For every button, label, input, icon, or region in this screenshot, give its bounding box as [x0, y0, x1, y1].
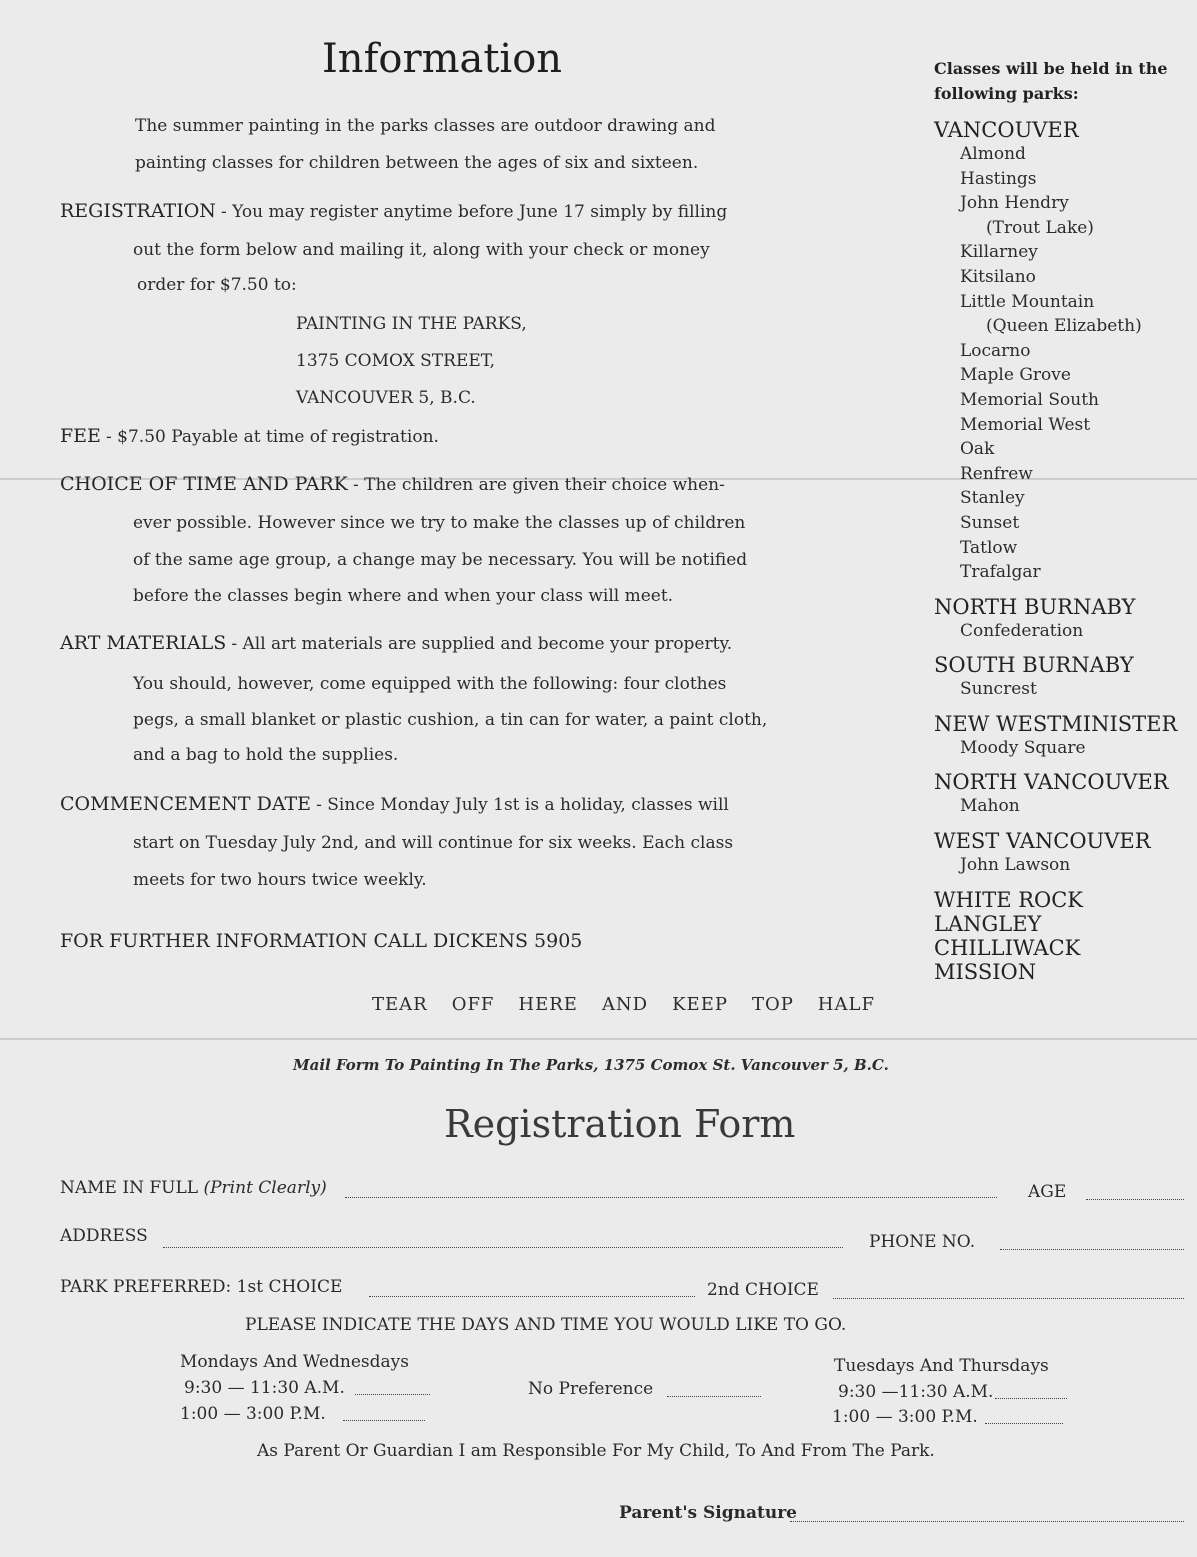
tear-word: HALF	[817, 994, 875, 1015]
commencement-paragraph	[60, 793, 729, 815]
region-new-westminister: NEW WESTMINISTER	[934, 711, 1178, 736]
mw-afternoon-field[interactable]	[343, 1420, 425, 1421]
park-item: Little Mountain	[960, 291, 1095, 312]
mail-instructions: Mail Form To Painting In The Parks, 1375 Comox St. Vancouver 5, B.C.	[293, 1056, 889, 1074]
park-item: Mahon	[960, 796, 1020, 817]
registration-heading: REGISTRATION	[60, 200, 216, 222]
name-label	[60, 1178, 327, 1198]
tt-morning-field[interactable]	[995, 1398, 1067, 1399]
parent-responsibility-note: As Parent Or Guardian I am Responsible For My Child, To And From The Park.	[257, 1441, 935, 1461]
park-item: Moody Square	[960, 737, 1086, 758]
tt-heading: Tuesdays And Thursdays	[834, 1356, 1049, 1376]
parks-sidebar	[934, 56, 1194, 984]
signature-field[interactable]	[790, 1521, 1184, 1522]
commencement-line-2: start on Tuesday July 2nd, and will continue for six weeks. Each class	[133, 833, 734, 853]
tear-word: TOP	[751, 994, 794, 1015]
choice-line-1: - The children are given their choice when-	[352, 475, 725, 495]
park-item: Almond	[960, 144, 1026, 164]
region-vancouver: VANCOUVER	[934, 118, 1079, 142]
signature-label: Parent's Signature	[619, 1503, 798, 1523]
address-line-3: VANCOUVER 5, B.C.	[296, 388, 476, 408]
intro-line-1: The summer painting in the parks classes are outdoor drawing and	[135, 116, 716, 136]
phone-field[interactable]	[1000, 1249, 1184, 1250]
park-item: John Lawson	[960, 855, 1071, 876]
registration-line-3: order for $7.50 to:	[137, 275, 297, 295]
park-item: Suncrest	[960, 679, 1037, 700]
address-line-2: 1375 COMOX STREET,	[296, 351, 496, 371]
park-item: Memorial South	[960, 389, 1099, 410]
address-label: ADDRESS	[60, 1226, 148, 1246]
region-chilliwack: CHILLIWACK	[934, 935, 1081, 960]
tear-word: OFF	[451, 994, 495, 1015]
choice-line-4: before the classes begin where and when your class will meet.	[133, 586, 674, 606]
mw-afternoon-label: 1:00 — 3:00 P.M.	[180, 1404, 326, 1424]
tear-line	[0, 1038, 1197, 1040]
phone-label: PHONE NO.	[869, 1232, 976, 1252]
days-instructions: PLEASE INDICATE THE DAYS AND TIME YOU WOULD LIKE TO GO.	[245, 1315, 847, 1335]
park-item: Confederation	[960, 620, 1084, 641]
art-line-4: and a bag to hold the supplies.	[133, 745, 399, 765]
region-langley: LANGLEY	[934, 911, 1042, 936]
tt-afternoon-field[interactable]	[985, 1423, 1063, 1424]
park-item: Stanley	[960, 488, 1025, 509]
park-first-choice-label: PARK PREFERRED: 1st CHOICE	[60, 1277, 343, 1297]
park-item: Killarney	[960, 242, 1038, 263]
art-heading: ART MATERIALS	[60, 632, 227, 654]
parks-intro: Classes will be held in the following parks:	[934, 59, 1168, 103]
tt-afternoon-label: 1:00 — 3:00 P.M.	[832, 1407, 978, 1427]
choice-heading: CHOICE OF TIME AND PARK	[60, 473, 348, 495]
registration-form-title: Registration Form	[444, 1102, 796, 1146]
name-hint: (Print Clearly)	[203, 1178, 327, 1198]
tear-instructions	[372, 994, 875, 1015]
art-line-3: pegs, a small blanket or plastic cushion, a tin can for water, a paint cloth,	[133, 710, 768, 730]
tear-word: TEAR	[372, 994, 428, 1015]
park-item-note: (Trout Lake)	[986, 217, 1094, 238]
commencement-line-3: meets for two hours twice weekly.	[133, 870, 427, 890]
park-item: Sunset	[960, 512, 1020, 533]
registration-line-1: - You may register anytime before June 17 simply by filling	[221, 202, 728, 222]
further-information: FOR FURTHER INFORMATION CALL DICKENS 5905	[60, 930, 583, 952]
fee-heading: FEE	[60, 425, 101, 447]
name-label-text: NAME IN FULL	[60, 1178, 199, 1198]
park-item: Oak	[960, 439, 995, 460]
park-item: Maple Grove	[960, 365, 1071, 386]
park-item: Locarno	[960, 340, 1031, 361]
park-item: John Hendry	[960, 193, 1069, 214]
park-item: Renfrew	[960, 463, 1033, 484]
region-north-vancouver: NORTH VANCOUVER	[934, 770, 1169, 795]
park-item-note: (Queen Elizabeth)	[986, 316, 1142, 337]
tear-word: HERE	[518, 994, 578, 1015]
mw-heading: Mondays And Wednesdays	[180, 1352, 409, 1372]
choice-line-3: of the same age group, a change may be necessary. You will be notified	[133, 550, 748, 570]
park-second-choice-label: 2nd CHOICE	[707, 1280, 819, 1300]
info-title: Information	[322, 36, 563, 82]
age-label: AGE	[1028, 1182, 1067, 1202]
registration-paragraph	[60, 200, 727, 222]
fee-text: - $7.50 Payable at time of registration.	[106, 427, 439, 447]
mw-morning-field[interactable]	[355, 1394, 430, 1395]
art-line-2: You should, however, come equipped with the following: four clothes	[133, 674, 727, 694]
mw-morning-label: 9:30 — 11:30 A.M.	[184, 1378, 345, 1398]
region-white-rock: WHITE ROCK	[934, 887, 1083, 912]
art-paragraph	[60, 632, 732, 654]
commencement-line-1: - Since Monday July 1st is a holiday, classes will	[316, 795, 729, 815]
park-second-choice-field[interactable]	[833, 1298, 1184, 1299]
park-item: Trafalgar	[960, 562, 1041, 583]
address-line-1: PAINTING IN THE PARKS,	[296, 314, 527, 334]
region-west-vancouver: WEST VANCOUVER	[934, 829, 1151, 854]
art-line-1: - All art materials are supplied and become your property.	[231, 634, 733, 654]
no-preference-label: No Preference	[528, 1379, 654, 1399]
address-field[interactable]	[163, 1247, 843, 1248]
park-item: Hastings	[960, 168, 1037, 189]
registration-line-2: out the form below and mailing it, along with your check or money	[133, 240, 710, 260]
region-south-burnaby: SOUTH BURNABY	[934, 653, 1134, 678]
park-item: Kitsilano	[960, 266, 1036, 287]
choice-paragraph	[60, 473, 725, 495]
park-first-choice-field[interactable]	[369, 1296, 695, 1297]
park-item: Tatlow	[960, 537, 1018, 558]
no-preference-field[interactable]	[667, 1396, 761, 1397]
tear-word: AND	[601, 994, 649, 1015]
intro-line-2: painting classes for children between the ages of six and sixteen.	[135, 153, 699, 173]
region-north-burnaby: NORTH BURNABY	[934, 594, 1136, 619]
tear-word: KEEP	[672, 994, 728, 1015]
age-field[interactable]	[1086, 1199, 1184, 1200]
choice-line-2: ever possible. However since we try to make the classes up of children	[133, 513, 746, 533]
commencement-heading: COMMENCEMENT DATE	[60, 793, 312, 815]
region-mission: MISSION	[934, 959, 1037, 984]
tt-morning-label: 9:30 —11:30 A.M.	[838, 1382, 994, 1402]
park-item: Memorial West	[960, 414, 1091, 435]
fee-paragraph	[60, 425, 439, 447]
name-field[interactable]	[345, 1197, 997, 1198]
